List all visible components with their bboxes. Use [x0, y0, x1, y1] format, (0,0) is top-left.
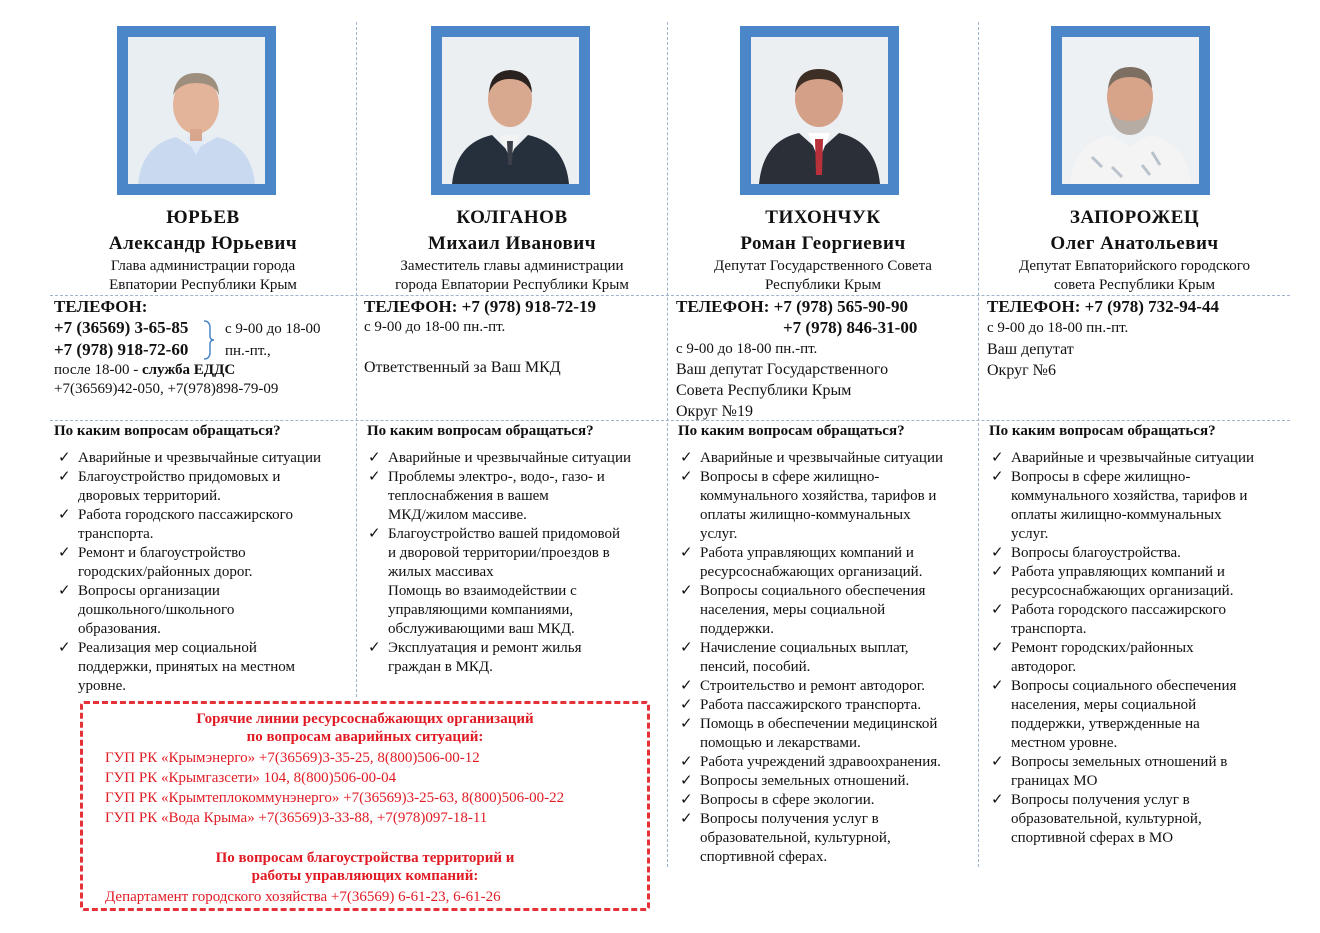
list-item: [987, 639, 1254, 677]
list-item-line: граждан в МКД.: [388, 659, 493, 675]
list-item: [987, 677, 1254, 753]
department-phone[interactable]: Департамент городского хозяйства +7(36569) 6-61-23, 6-61-26: [105, 889, 501, 905]
list-item: [676, 677, 943, 696]
list-item: [676, 753, 943, 772]
list-item-line: услуг.: [700, 526, 738, 542]
person-surname: КОЛГАНОВ: [456, 207, 568, 228]
district-number: Округ №19: [676, 403, 753, 420]
check-icon: ✓: [680, 716, 693, 732]
questions-list: [676, 449, 943, 867]
list-item-line: Работа учреждений здравоохранения.: [700, 754, 941, 770]
check-icon: ✓: [991, 640, 1004, 656]
list-item-line: населения, меры социальной: [1011, 697, 1197, 713]
portrait-photo: [117, 26, 276, 195]
list-item-line: Работа городского пассажирского: [78, 507, 293, 523]
person-given-name: Олег Анатольевич: [1050, 233, 1219, 254]
questions-list: [987, 449, 1254, 848]
check-icon: ✓: [991, 754, 1004, 770]
list-item-line: оплаты жилищно-коммунальных: [1011, 507, 1222, 523]
list-item-line: Вопросы получения услуг в: [700, 811, 879, 827]
list-item: [364, 525, 631, 639]
check-icon: ✓: [680, 792, 693, 808]
hotlines-box: [80, 701, 650, 911]
list-item-line: Эксплуатация и ремонт жилья: [388, 640, 582, 656]
list-item-line: Вопросы в сфере экологии.: [700, 792, 875, 808]
list-item-line: поддержки.: [700, 621, 774, 637]
hotlines-title: Горячие линии ресурсоснабжающих организаций: [196, 711, 534, 727]
list-item: [676, 468, 943, 544]
list-item-line: Аварийные и чрезвычайные ситуации: [78, 450, 322, 466]
responsibility-note: Ответственный за Ваш МКД: [364, 359, 561, 376]
person-given-name: Михаил Иванович: [428, 233, 596, 254]
list-item-line: Вопросы социального обеспечения: [1011, 678, 1237, 694]
list-item: [676, 544, 943, 582]
person-role: [979, 257, 1290, 295]
improvement-title: По вопросам благоустройства территорий и: [215, 850, 515, 866]
after-hours: [54, 361, 235, 380]
list-item-line: Помощь в обеспечении медицинской: [700, 716, 938, 732]
hotline-krymteplokommunenergo[interactable]: ГУП РК «Крымтеплокоммунэнерго» +7(36569)3-25-63, 8(800)506-00-22: [105, 790, 565, 806]
check-icon: ✓: [991, 469, 1004, 485]
check-icon: ✓: [58, 507, 71, 523]
list-item-line: Аварийные и чрезвычайные ситуации: [388, 450, 632, 466]
check-icon: ✓: [991, 678, 1004, 694]
list-item-line: Начисление социальных выплат,: [700, 640, 909, 656]
check-icon: ✓: [680, 697, 693, 713]
work-hours: с 9-00 до 18-00 пн.-пт.: [676, 341, 818, 357]
phone-label[interactable]: ТЕЛЕФОН: +7 (978) 732-94-44: [987, 297, 1219, 316]
list-item-line: и дворовой территории/проездов в: [388, 545, 610, 561]
list-item: [364, 639, 631, 677]
person-role: [668, 257, 978, 295]
list-item-line: обслуживающими ваш МКД.: [388, 621, 575, 637]
person-portrait-icon: [1062, 37, 1199, 184]
list-item: [987, 449, 1254, 468]
list-item-line: Вопросы земельных отношений в: [1011, 754, 1228, 770]
check-icon: ✓: [58, 450, 71, 466]
check-icon: ✓: [680, 545, 693, 561]
list-item-line: услуг.: [1011, 526, 1049, 542]
list-item-line: спортивной сферах.: [700, 849, 828, 865]
list-item-line: городских/районных дорог.: [78, 564, 253, 580]
list-item: [987, 753, 1254, 791]
list-item-line: Вопросы в сфере жилищно-: [1011, 469, 1191, 485]
list-item-line: управляющими компаниями,: [388, 602, 574, 618]
check-icon: ✓: [368, 526, 381, 542]
list-item-line: Строительство и ремонт автодорог.: [700, 678, 925, 694]
edds-phones[interactable]: +7(36569)42-050, +7(978)898-79-09: [54, 381, 279, 397]
check-icon: ✓: [991, 564, 1004, 580]
deputy-note: Ваш депутат Государственного: [676, 361, 889, 378]
check-icon: ✓: [58, 583, 71, 599]
brace-icon: [203, 320, 215, 360]
role-line: Депутат Евпаторийского городского: [1018, 258, 1251, 274]
work-hours: с 9-00 до 18-00: [225, 321, 321, 337]
district-number: Округ №6: [987, 362, 1056, 379]
check-icon: ✓: [680, 678, 693, 694]
list-item-line: Благоустройство вашей придомовой: [388, 526, 621, 542]
list-item: [676, 715, 943, 753]
list-item-line: Благоустройство придомовых и: [78, 469, 281, 485]
check-icon: ✓: [680, 640, 693, 656]
work-days: пн.-пт.,: [225, 343, 271, 359]
check-icon: ✓: [991, 602, 1004, 618]
check-icon: ✓: [368, 450, 381, 466]
check-icon: ✓: [368, 640, 381, 656]
list-item-line: теплоснабжения в вашем: [388, 488, 549, 504]
person-card-tikhonchuk: [668, 0, 978, 880]
check-icon: ✓: [368, 469, 381, 485]
questions-title: По каким вопросам обращаться?: [54, 423, 281, 439]
questions-title: По каким вопросам обращаться?: [678, 423, 905, 439]
list-item: [676, 639, 943, 677]
list-item-line: Вопросы благоустройства.: [1011, 545, 1181, 561]
list-item: [54, 582, 321, 639]
person-card-kolganov: [357, 0, 667, 700]
list-item-line: поддержки, утвержденные на: [1011, 716, 1200, 732]
list-item: [676, 791, 943, 810]
list-item-line: транспорта.: [78, 526, 154, 542]
role-line: Депутат Государственного Совета: [714, 258, 932, 274]
list-item-line: дворовых территорий.: [78, 488, 221, 504]
questions-list: [54, 449, 321, 696]
list-item: [54, 639, 321, 696]
work-hours: с 9-00 до 18-00 пн.-пт.: [364, 319, 506, 335]
person-surname: ТИХОНЧУК: [765, 207, 881, 228]
person-surname: ЮРЬЕВ: [166, 207, 240, 228]
portrait-photo: [1051, 26, 1210, 195]
check-icon: ✓: [680, 754, 693, 770]
questions-list: [364, 449, 631, 677]
list-item-line: Аварийные и чрезвычайные ситуации: [1011, 450, 1255, 466]
list-item-line: Вопросы социального обеспечения: [700, 583, 926, 599]
list-item-line: Реализация мер социальной: [78, 640, 257, 656]
list-item-line: Аварийные и чрезвычайные ситуации: [700, 450, 944, 466]
check-icon: ✓: [58, 640, 71, 656]
list-item: [676, 810, 943, 867]
list-item: [54, 449, 321, 468]
list-item-line: Вопросы земельных отношений.: [700, 773, 910, 789]
list-item-line: коммунального хозяйства, тарифов и: [1011, 488, 1248, 504]
list-item-line: Вопросы получения услуг в: [1011, 792, 1190, 808]
work-hours: с 9-00 до 18-00 пн.-пт.: [987, 320, 1129, 336]
deputy-note: Совета Республики Крым: [676, 382, 852, 399]
list-item-line: транспорта.: [1011, 621, 1087, 637]
check-icon: ✓: [680, 450, 693, 466]
list-item: [54, 506, 321, 544]
list-item-line: спортивной сферах в МО: [1011, 830, 1174, 846]
list-item-line: Работа пассажирского транспорта.: [700, 697, 922, 713]
phone-label[interactable]: ТЕЛЕФОН: +7 (978) 565-90-90: [676, 297, 908, 316]
person-portrait-icon: [751, 37, 888, 184]
hotlines-subtitle: по вопросам аварийных ситуаций:: [246, 729, 484, 745]
list-item-line: ресурсоснабжающих организаций.: [700, 564, 923, 580]
list-item-line: Ремонт и благоустройство: [78, 545, 246, 561]
person-given-name: Роман Георгиевич: [740, 233, 906, 254]
list-item: [364, 449, 631, 468]
phone-label[interactable]: ТЕЛЕФОН: +7 (978) 918-72-19: [364, 297, 596, 316]
check-icon: ✓: [58, 545, 71, 561]
person-surname: ЗАПОРОЖЕЦ: [1069, 207, 1200, 228]
check-icon: ✓: [680, 469, 693, 485]
role-line: совета Республики Крым: [1053, 277, 1216, 293]
list-item-line: коммунального хозяйства, тарифов и: [700, 488, 937, 504]
list-item-line: автодорог.: [1011, 659, 1077, 675]
list-item: [987, 544, 1254, 563]
check-icon: ✓: [680, 583, 693, 599]
list-item: [54, 468, 321, 506]
questions-title: По каким вопросам обращаться?: [989, 423, 1216, 439]
check-icon: ✓: [991, 545, 1004, 561]
role-line: Глава администрации города: [110, 258, 296, 274]
list-item-line: Ремонт городских/районных: [1011, 640, 1194, 656]
phone-number[interactable]: +7 (36569) 3-65-85: [54, 318, 189, 337]
phone-number[interactable]: +7 (978) 846-31-00: [783, 318, 918, 337]
list-item: [364, 468, 631, 525]
person-card-yuryev: [50, 0, 356, 700]
list-item-line: населения, меры социальной: [700, 602, 886, 618]
list-item-line: образовательной, культурной,: [1011, 811, 1202, 827]
phone-number[interactable]: +7 (978) 918-72-60: [54, 340, 189, 359]
list-item-line: дошкольного/школьного: [78, 602, 235, 618]
list-item-line: пенсий, пособий.: [700, 659, 811, 675]
after-hours-service: служба ЕДДС: [141, 362, 236, 378]
person-card-zaporozhets: [979, 0, 1290, 880]
after-hours-prefix: после 18-00 -: [54, 362, 142, 378]
list-item-line: местном уровне.: [1011, 735, 1118, 751]
check-icon: ✓: [58, 469, 71, 485]
role-line: Евпатории Республики Крым: [109, 277, 297, 293]
list-item: [676, 582, 943, 639]
list-item-line: Работа управляющих компаний и: [1011, 564, 1225, 580]
list-item-line: Работа управляющих компаний и: [700, 545, 914, 561]
person-given-name: Александр Юрьевич: [108, 233, 298, 254]
list-item: [676, 449, 943, 468]
phone-label: ТЕЛЕФОН:: [54, 297, 148, 316]
person-role: [50, 257, 356, 295]
list-item-line: МКД/жилом массиве.: [388, 507, 527, 523]
list-item-line: Работа городского пассажирского: [1011, 602, 1226, 618]
list-item: [987, 468, 1254, 544]
list-item: [676, 772, 943, 791]
person-portrait-icon: [128, 37, 265, 184]
list-item-line: уровне.: [78, 678, 127, 694]
list-item-line: помощью и лекарствами.: [700, 735, 861, 751]
list-item-line: Вопросы в сфере жилищно-: [700, 469, 880, 485]
check-icon: ✓: [991, 792, 1004, 808]
improvement-subtitle: работы управляющих компаний:: [251, 868, 479, 884]
list-item: [987, 791, 1254, 848]
check-icon: ✓: [991, 450, 1004, 466]
check-icon: ✓: [680, 773, 693, 789]
portrait-photo: [740, 26, 899, 195]
list-item-line: Вопросы организации: [78, 583, 220, 599]
hotline-krymenergo[interactable]: ГУП РК «Крымэнерго» +7(36569)3-35-25, 8(800)506-00-12: [105, 750, 480, 766]
list-item-line: ресурсоснабжающих организаций.: [1011, 583, 1234, 599]
hotline-krymgazseti[interactable]: ГУП РК «Крымгазсети» 104, 8(800)506-00-04: [105, 770, 397, 786]
list-item-line: поддержки, принятых на местном: [78, 659, 295, 675]
list-item-line: образования.: [78, 621, 161, 637]
role-line: города Евпатории Республики Крым: [395, 277, 629, 293]
list-item: [987, 601, 1254, 639]
list-item-line: жилых массивах: [388, 564, 494, 580]
list-item-line: Помощь во взаимодействии с: [388, 583, 577, 599]
portrait-photo: [431, 26, 590, 195]
role-line: Республики Крым: [764, 277, 882, 293]
person-portrait-icon: [442, 37, 579, 184]
list-item: [676, 696, 943, 715]
person-role: [357, 257, 667, 295]
hotline-voda-kryma[interactable]: ГУП РК «Вода Крыма» +7(36569)3-33-88, +7(978)097-18-11: [105, 810, 488, 826]
role-line: Заместитель главы администрации: [400, 258, 624, 274]
list-item-line: образовательной, культурной,: [700, 830, 891, 846]
deputy-note: Ваш депутат: [987, 341, 1074, 358]
check-icon: ✓: [680, 811, 693, 827]
list-item-line: границах МО: [1011, 773, 1098, 789]
list-item-line: Проблемы электро-, водо-, газо- и: [388, 469, 605, 485]
list-item-line: оплаты жилищно-коммунальных: [700, 507, 911, 523]
questions-title: По каким вопросам обращаться?: [367, 423, 594, 439]
list-item: [54, 544, 321, 582]
list-item: [987, 563, 1254, 601]
